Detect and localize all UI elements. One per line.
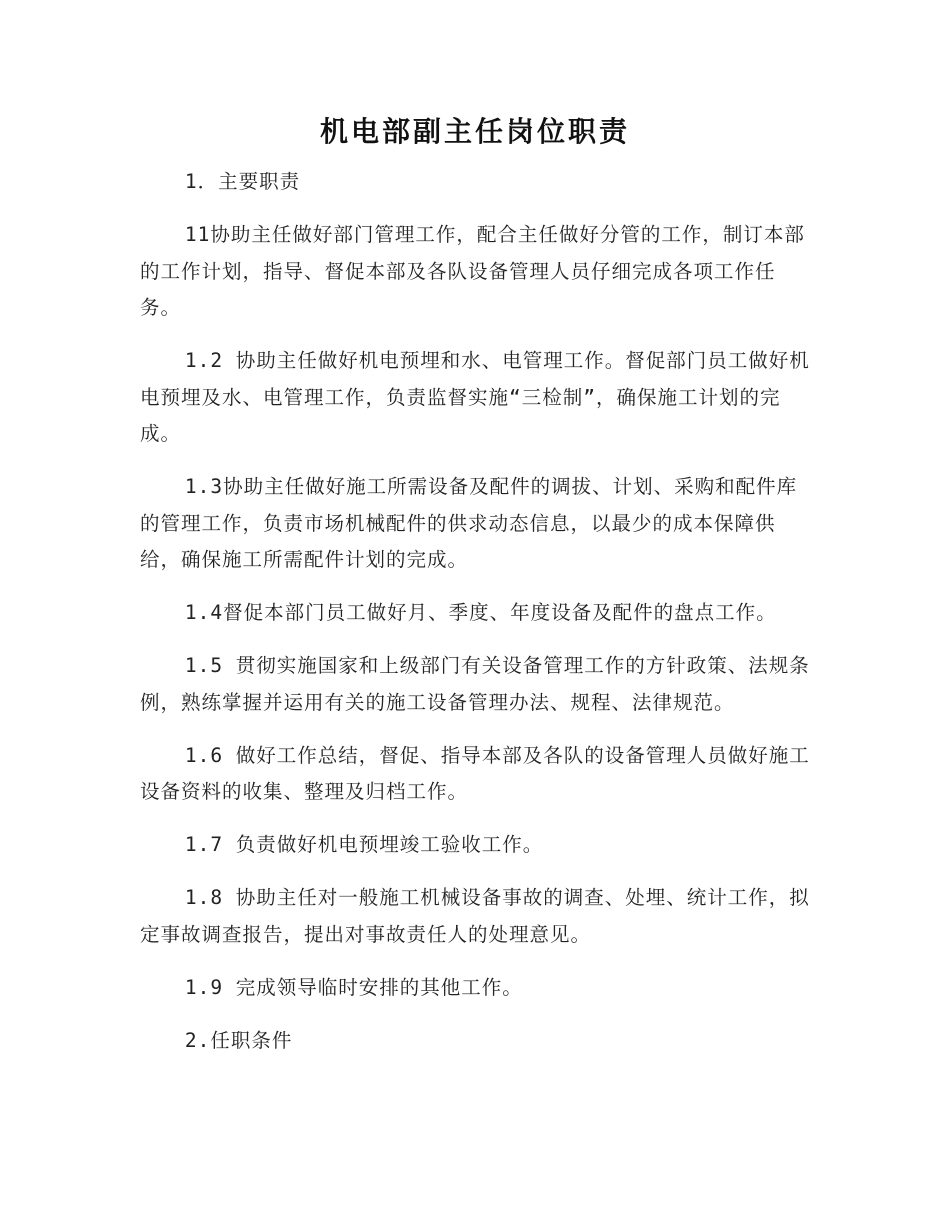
- paragraph-1-5: 1.5 贯彻实施国家和上级部门有关设备管理工作的方针政策、法规条例，熟练掌握并运用有关的施工设备管理办法、规程、法律规范。: [140, 654, 810, 714]
- paragraph-1-9: 1.9 完成领导临时安排的其他工作。: [184, 975, 523, 999]
- section-heading-qualifications: 2.任职条件: [184, 1028, 293, 1052]
- paragraph-1-4: 1.4督促本部门员工做好月、季度、年度设备及配件的盘点工作。: [184, 601, 777, 624]
- paragraph-1-8: 1.8 协助主任对一般施工机械设备事故的调查、处埋、统计工作，拟定事故调查报告，提出对事故责任人的处理意见。: [140, 886, 810, 946]
- document-body: [140, 164, 810, 1076]
- paragraph-1-3: 1.3协助主任做好施工所需设备及配件的调拔、计划、采购和配件库的管理工作，负责市场机械配件的供求动态信息，以最少的成本保障供给，确保施工所需配件计划的完成。: [140, 475, 798, 571]
- paragraph-1-7: 1.7 负责做好机电预埋竣工验收工作。: [184, 833, 544, 856]
- paragraph-1-2: 1.2 协助主任做好机电预埋和水、电管理工作。督促部门员工做好机电预埋及水、电管理工作，负责监督实施“三检制”，确保施工计划的完成。: [140, 349, 810, 445]
- document-title: 机电部副主任岗位职责: [319, 115, 630, 148]
- paragraph-1-1: 11协助主任做好部门管理工作，配合主任做好分管的工作，制订本部的工作计划，指导、督促本部及各队设备管理人员仔细完成各项工作任务。: [140, 223, 805, 319]
- paragraph-1-6: 1.6 做好工作总结，督促、指导本部及各队的设备管理人员做好施工设备资料的收集、整理及归档工作。: [140, 743, 810, 803]
- section-heading-duties: 1．主要职责: [184, 170, 301, 193]
